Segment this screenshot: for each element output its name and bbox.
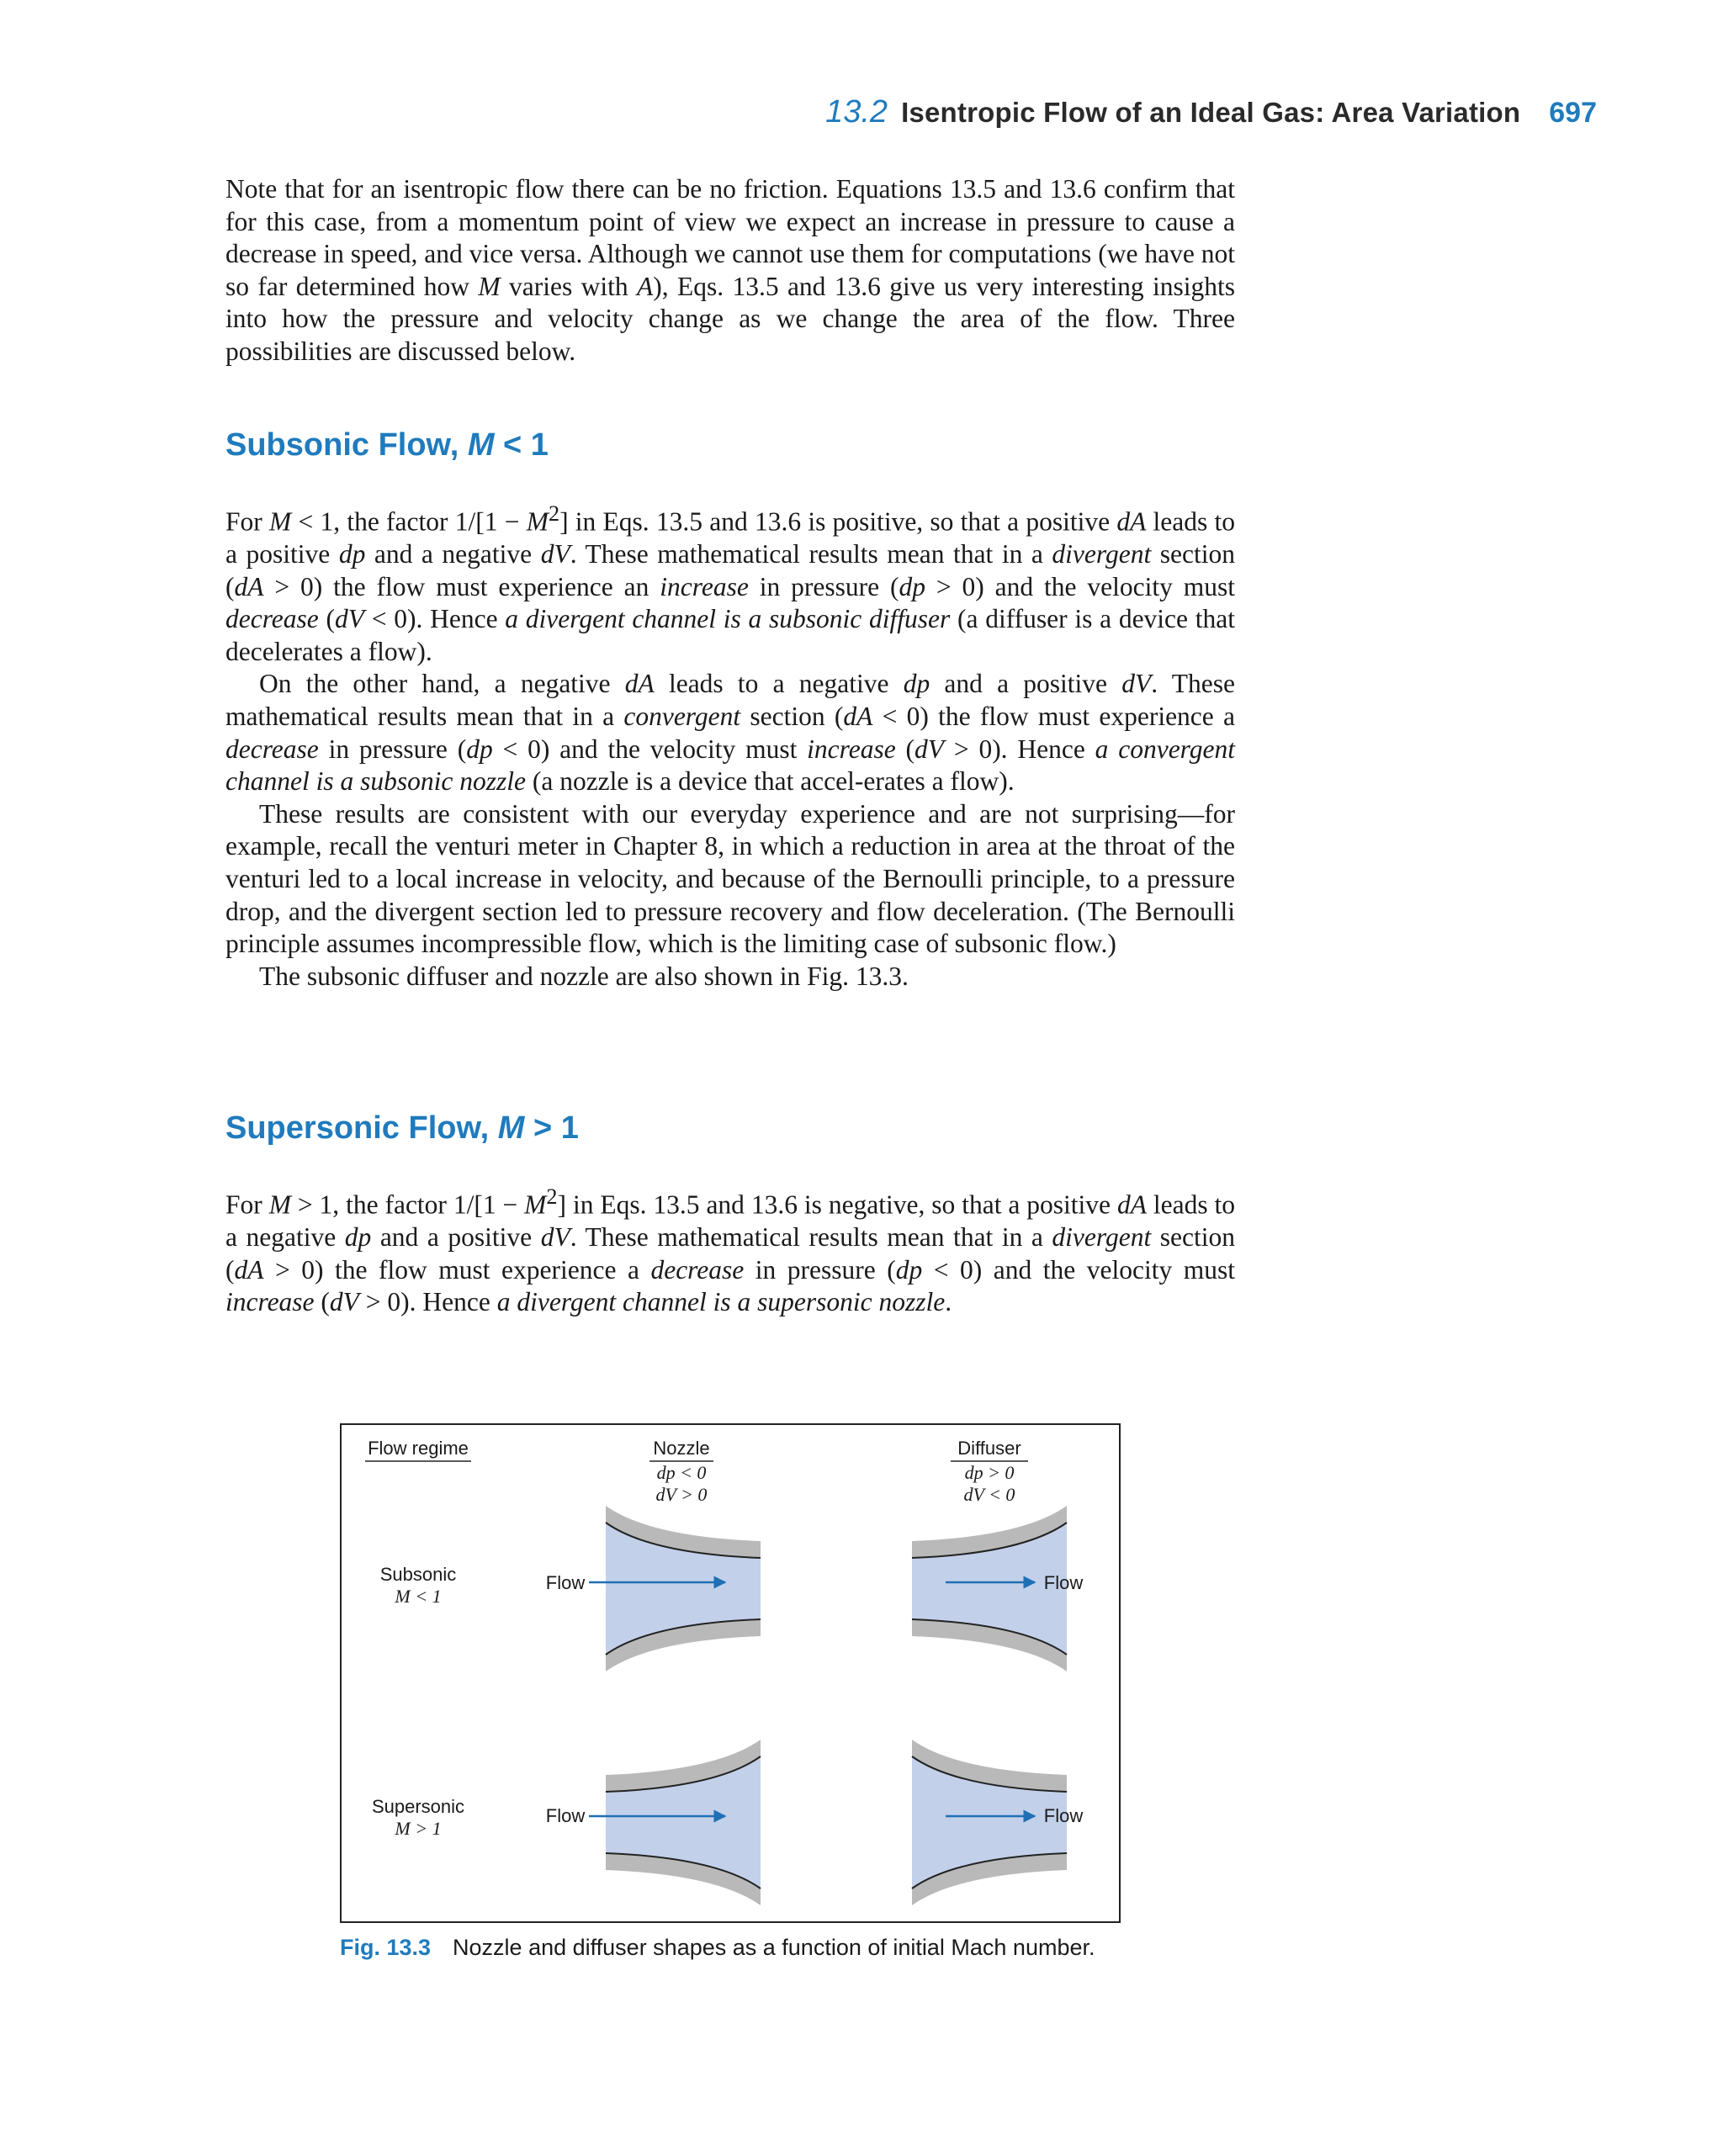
caption-text: Nozzle and diffuser shapes as a function of initial Mach number.	[453, 1935, 1095, 1960]
running-header	[825, 94, 1597, 136]
row-label-supersonic: Supersonic	[371, 1796, 465, 1817]
heading-relation: < 1	[494, 427, 549, 463]
col-header-flow-regime: Flow regime	[368, 1438, 469, 1459]
paragraph: For M > 1, the factor $1/[1 - M^2]$ in Eqs. 13.5 and 13.6 is negative, so that a positive dA leads to a negative dp and a positive dV. These mathematical results mean that in a divergent section (dA > 0) the flow must experience a decrease in pressure (dp < 0) and the velocity must increase (dV > 0). Hence a divergent channel is a supersonic nozzle.	[225, 1184, 1235, 1317]
subsonic-heading	[225, 427, 549, 464]
flow-label: Flow	[1043, 1572, 1084, 1593]
paragraph: On the other hand, a negative dA leads to a negative dp and a positive dV. These mathematical results mean that in a convergent section (dA < 0) the flow must experience a decrease in pressure (dp < 0) and the velocity must increase (dV > 0). Hence a convergent channel is a subsonic nozzle (a nozzle is a device that accel-erates a flow).	[225, 669, 1235, 797]
paragraph: For M < 1, the factor $1/[1 - M^2]$ in Eqs. 13.5 and 13.6 is positive, so that a positive dA leads to a positive dp and a negative dV. These mathematical results mean that in a divergent section (dA > 0) the flow must experience an increase in pressure (dp > 0) and the velocity must decrease (dV < 0). Hence a divergent channel is a subsonic diffuser (a diffuser is a device that decelerates a flow).	[225, 501, 1236, 666]
supersonic-text	[225, 1181, 1235, 1319]
paragraph: Note that for an isentropic flow there can be no friction. Equations 13.5 and 13.6 confirm that for this case, from a momentum point of view we expect an increase in pressure to cause a decrease in speed, and vice versa. Although we cannot use them for computations (we have not so far determined how M varies with A), Eqs. 13.5 and 13.6 give us very interesting insights into how the pressure and velocity change as we change the area of the flow. Three possibilities are discussed below.	[225, 174, 1235, 366]
intro-text	[225, 173, 1235, 368]
section-number: 13.2	[825, 94, 888, 130]
nozzle-condition-dp: dp < 0	[656, 1462, 707, 1483]
heading-variable: M	[497, 1110, 525, 1146]
subsonic-text	[225, 498, 1235, 993]
flow-label: Flow	[545, 1572, 586, 1593]
figure-caption	[340, 1935, 1095, 1961]
flow-label: Flow	[1043, 1805, 1084, 1826]
section-title: Isentropic Flow of an Ideal Gas: Area Variation	[901, 97, 1521, 128]
nozzle-condition-dv: dV > 0	[655, 1484, 708, 1505]
paragraph: The subsonic diffuser and nozzle are also shown in Fig. 13.3.	[259, 961, 909, 991]
diffuser-condition-dp: dp > 0	[964, 1462, 1015, 1483]
paragraph: These results are consistent with our everyday experience and are not surprising—for example, recall the venturi meter in Chapter 8, in which a reduction in area at the throat of the venturi led to a local increase in velocity, and because of the Bernoulli principle, to a pressure drop, and the divergent section led to pressure recovery and flow deceleration. (The Bernoulli principle assumes incompressible flow, which is the limiting case of subsonic flow.)	[225, 798, 1235, 959]
row-condition-supersonic: M > 1	[395, 1818, 442, 1839]
heading-variable: M	[467, 427, 495, 463]
row-condition-subsonic: M < 1	[395, 1586, 442, 1607]
row-label-subsonic: Subsonic	[379, 1564, 457, 1585]
diffuser-condition-dv: dV < 0	[963, 1484, 1015, 1505]
heading-relation: > 1	[524, 1110, 579, 1146]
heading-text: Supersonic Flow,	[225, 1110, 490, 1146]
supersonic-heading	[225, 1110, 579, 1147]
col-header-diffuser: Diffuser	[957, 1438, 1021, 1459]
figure-label: Fig. 13.3	[340, 1935, 432, 1960]
page-number: 697	[1549, 97, 1597, 129]
heading-text: Subsonic Flow,	[225, 427, 459, 463]
figure-13-3	[340, 1423, 1121, 1923]
col-header-nozzle: Nozzle	[653, 1438, 710, 1459]
flow-label: Flow	[545, 1805, 586, 1826]
